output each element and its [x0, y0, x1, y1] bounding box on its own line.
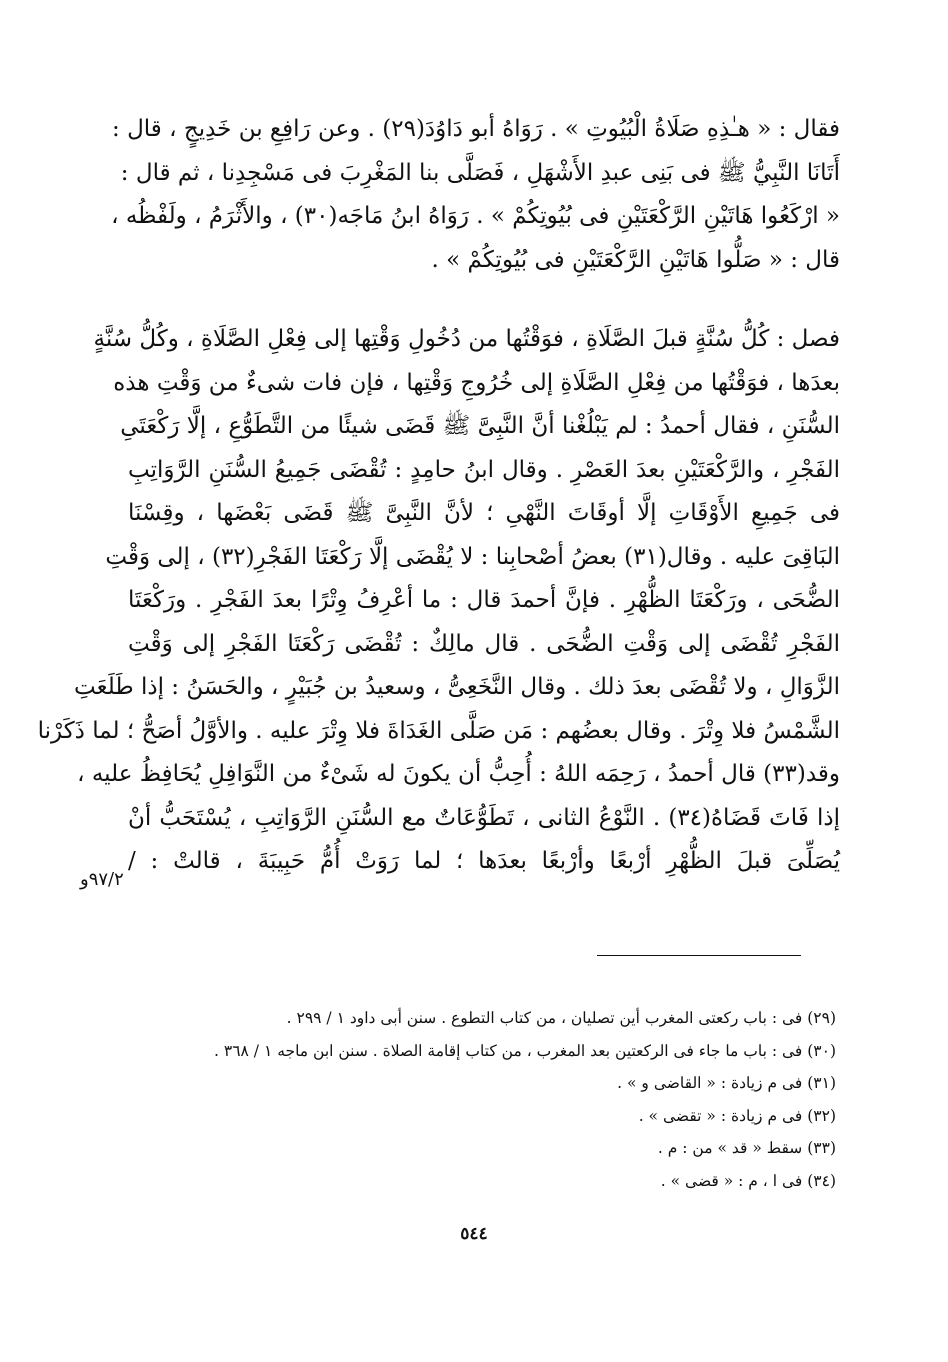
- text-line: الفَجْرِ ، والرَّكْعَتَيْنِ بعدَ العَصْرِ . وقال ابنُ حامِدٍ : تُقْضَى جَمِيعُ السُّنَنِ الرَّوَاتِبِ: [128, 456, 840, 483]
- text-line: يُصَلِّىَ قبلَ الظُّهْرِ أرْبعًا وأرْبعًا بعدَها ؛ لما رَوَتْ أُمُّ حَبِيبَةَ ، قالتْ : /: [128, 848, 840, 874]
- text-line: فقال : « هـٰذِهِ صَلَاةُ الْبُيُوتِ » . رَوَاهُ أبو دَاوُدَ(٢٩) . وعن رَافِعِ بن خَدِيجٍ ، قال :: [112, 116, 840, 142]
- footnote: (٣٣) سقط « قد » من : م .: [657, 1139, 836, 1158]
- footnote: (٣٤) فى ا ، م : « قضى » .: [660, 1171, 836, 1190]
- footnote-separator: [597, 955, 801, 956]
- text-line: أَتَانَا النَّبِيُّ ﷺ فى بَنِى عبدِ الأَشْهَلِ ، فَصَلَّى بنا المَغْرِبَ فى مَسْجِدِنا ، ثم قال :: [120, 159, 840, 186]
- page-number: ٥٤٤: [460, 1224, 488, 1244]
- text-line: « ارْكَعُوا هَاتَيْنِ الرَّكْعَتَيْنِ فى بُيُوتِكُمْ » . رَوَاهُ ابنُ مَاجَه(٣٠) ، والأَثْرَمُ ، ولَفْظُه ،: [111, 203, 840, 229]
- text-line: قال : « صَلُّوا هَاتَيْنِ الرَّكْعَتَيْنِ فى بُيُوتِكُمْ » .: [431, 246, 840, 273]
- text-line: وقد(٣٣) قال أحمدُ ، رَحِمَه اللهُ : أُحِبُّ أن يكونَ له شَىْءٌ من النَّوَافِلِ يُحَافِظُ عليه ،: [77, 761, 840, 787]
- manuscript-folio-marker: ٩٧/٢و: [80, 869, 124, 890]
- text-line: فصل : كُلُّ سُنَّةٍ قبلَ الصَّلَاةِ ، فوَقْتُها من دُخُولِ وَقْتِها إلى فِعْلِ الصَّلَاةِ ، وكُلُّ سُنَّةٍ: [93, 326, 840, 352]
- text-line: الزَّوَالِ ، ولا تُقْضَى بعدَ ذلك . وقال النَّخَعِىُّ ، وسعيدُ بن جُبَيْرٍ ، والحَسَنُ : إذا طَلَعَتِ: [74, 674, 840, 700]
- footnote: (٣٠) فى : باب ما جاء فى الركعتين بعد المغرب ، من كتاب إقامة الصلاة . سنن ابن ماجه ١ / ٣٦٨ .: [214, 1041, 836, 1060]
- text-line: الضُّحَى ، ورَكْعَتَا الظُّهْرِ . فإنَّ أحمدَ قال : ما أعْرِفُ وِتْرًا بعدَ الفَجْرِ . ورَكْعَتَا: [128, 587, 840, 613]
- footnotes: [120, 1002, 836, 1198]
- text-line: فى جَمِيعِ الأَوْقَاتِ إلَّا أوقَاتَ النَّهْىِ ؛ لأنَّ النَّبِىَّ ﷺ قَضَى بَعْضَها ، وقِسْنَا: [128, 500, 840, 526]
- text-line: الشَّمْسُ فلا وِتْرَ . وقال بعضُهم : مَن صَلَّى الغَدَاةَ فلا وِتْرَ عليه . والأوَّلُ أصَحُّ ؛ لما ذَكَرْنا: [37, 717, 840, 744]
- footnote: (٣٢) فى م زيادة : « تقضى » .: [638, 1106, 836, 1125]
- text-line: بعدَها ، فوَقْتُها من فِعْلِ الصَّلَاةِ إلى خُرُوجِ وَقْتِها ، فإن فات شىءٌ من وَقْتِ هذه: [113, 369, 840, 396]
- footnote: (٣١) فى م زيادة : « القاضى و » .: [617, 1074, 836, 1093]
- text-line: إذا فَاتَ قَضَاهُ(٣٤) . النَّوْعُ الثانى ، تَطَوُّعَاتٌ مع السُّنَنِ الرَّوَاتِبِ ، يُسْتَحَبُّ أنْ: [128, 804, 840, 831]
- paragraph-hadith: [111, 108, 840, 282]
- text-line: السُّنَنِ ، فقال أحمدُ : لم يَبْلُغْنا أنَّ النَّبِىَّ ﷺ قَضَى شيئًا من التَّطَوُّعِ ، إلَّا رَكْعَتَىِ: [120, 413, 840, 439]
- text-line: الفَجْرِ تُقْضَى إلى وَقْتِ الضُّحَى . قال مالِكٌ : تُقْضَى رَكْعَتَا الفَجْرِ إلى وَقْتِ: [128, 630, 840, 657]
- footnote: (٢٩) فى : باب ركعتى المغرب أين تصليان ، من كتاب التطوع . سنن أبى داود ١ / ٢٩٩ .: [286, 1009, 836, 1027]
- text-line: البَاقِىَ عليه . وقال(٣١) بعضُ أصْحابِنا : لا يُقْضَى إلَّا رَكْعَتَا الفَجْرِ(٣٢) ، إلى وَقْتِ: [105, 543, 840, 570]
